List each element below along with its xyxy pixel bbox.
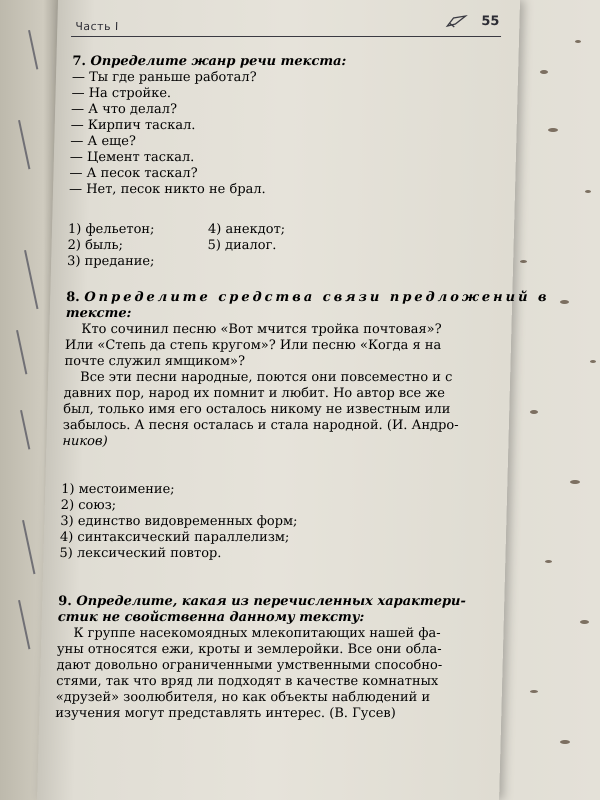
passage-line: изучения могут представлять интерес. (В. Гусев) (55, 706, 396, 721)
answer-options (67, 222, 488, 270)
passage-line: забылось. А песня осталась и стала народной. (И. Андро- (62, 418, 459, 433)
passage-line: почте служил ямщиком»? (64, 354, 246, 369)
cropped-text-fragment (16, 330, 27, 374)
question-text: Определите средства связи предложений в (84, 290, 550, 305)
question-number: 7. (72, 54, 87, 69)
question-text: Определите жанр речи текста: (90, 54, 347, 69)
question-title (66, 290, 550, 306)
answer-option: 2) быль; (67, 238, 124, 253)
answer-option: 4) синтаксический параллелизм; (59, 530, 290, 545)
dialogue-line: — Цемент таскал. (69, 150, 195, 165)
answer-option: 1) местоимение; (60, 482, 175, 497)
table-speck (545, 560, 552, 563)
question-7 (69, 54, 493, 198)
question-title (72, 54, 492, 70)
dialogue-line: — Кирпич таскал. (70, 118, 196, 133)
question-number: 9. (58, 594, 73, 609)
pencil-tick-icon (445, 14, 467, 30)
table-speck (575, 40, 581, 43)
question-text-continued: тексте: (65, 306, 132, 321)
page-number: 55 (481, 14, 500, 29)
page-content (71, 8, 502, 37)
answer-option: 5) диалог. (207, 238, 277, 253)
cropped-text-fragment (28, 30, 38, 70)
question-text-continued: стик не свойственна данному тексту: (57, 610, 365, 625)
book-page (37, 0, 550, 800)
table-speck (560, 300, 569, 304)
running-header (71, 8, 502, 37)
table-speck (580, 620, 589, 624)
question-text: Определите, какая из перечисленных характери- (76, 594, 467, 609)
dialogue-line: — На стройке. (71, 86, 172, 101)
answer-option: 4) анекдот; (207, 222, 286, 237)
passage-line: уны относятся ежи, кроты и землеройки. Все они обла- (56, 642, 442, 657)
table-speck (540, 70, 548, 74)
table-speck (570, 480, 580, 484)
dialogue-line: — А еще? (70, 134, 137, 149)
table-speck (530, 410, 538, 414)
cropped-text-fragment (18, 120, 30, 169)
answer-option: 1) фельетон; (67, 222, 155, 237)
cropped-text-fragment (20, 410, 30, 450)
table-speck (520, 260, 527, 263)
answer-option: 5) лексический повтор. (59, 546, 222, 561)
table-speck (585, 190, 591, 193)
table-speck (590, 360, 596, 363)
section-label: Часть I (75, 20, 119, 33)
answer-option: 3) единство видовременных форм; (60, 514, 298, 529)
table-speck (548, 128, 558, 132)
options-column (67, 222, 208, 270)
question-8 (62, 290, 550, 450)
passage-line: был, только имя его осталось никому не известным или (63, 402, 451, 417)
question-title (58, 594, 478, 610)
passage-line: Кто сочинил песню «Вот мчится тройка почтовая»? (81, 322, 442, 337)
passage-line: дают довольно ограниченными умственными способно- (56, 658, 443, 673)
question-number: 8. (66, 290, 80, 305)
cropped-text-fragment (18, 600, 30, 649)
answer-options (59, 482, 481, 562)
passage-line: стями, так что вряд ли подходят в качестве комнатных (55, 674, 439, 689)
passage-line: ников) (62, 434, 108, 449)
passage-line: Все эти песни народные, поются они повсеместно и с (79, 370, 453, 385)
cropped-text-fragment (22, 520, 35, 574)
answer-option: 2) союз; (60, 498, 117, 513)
passage-line: Или «Степь да степь кругом»? Или песню «Когда я на (64, 338, 442, 353)
passage-line: «друзей» зоолюбителя, но как объекты наблюдений и (55, 690, 431, 705)
passage-line: давних пор, народ их помнит и любит. Но автор все же (63, 386, 446, 401)
dialogue-line: — Нет, песок никто не брал. (68, 182, 266, 197)
question-9 (55, 594, 478, 722)
options-column (207, 222, 285, 270)
dialogue-line: — Ты где раньше работал? (71, 70, 257, 85)
passage-line: К группе насекомоядных млекопитающих нашей фа- (73, 626, 441, 641)
answer-option: 3) предание; (66, 254, 155, 269)
cropped-text-fragment (24, 250, 38, 309)
table-speck (530, 690, 538, 693)
dialogue-line: — А что делал? (70, 102, 178, 117)
table-speck (560, 740, 570, 744)
dialogue-line: — А песок таскал? (69, 166, 198, 181)
